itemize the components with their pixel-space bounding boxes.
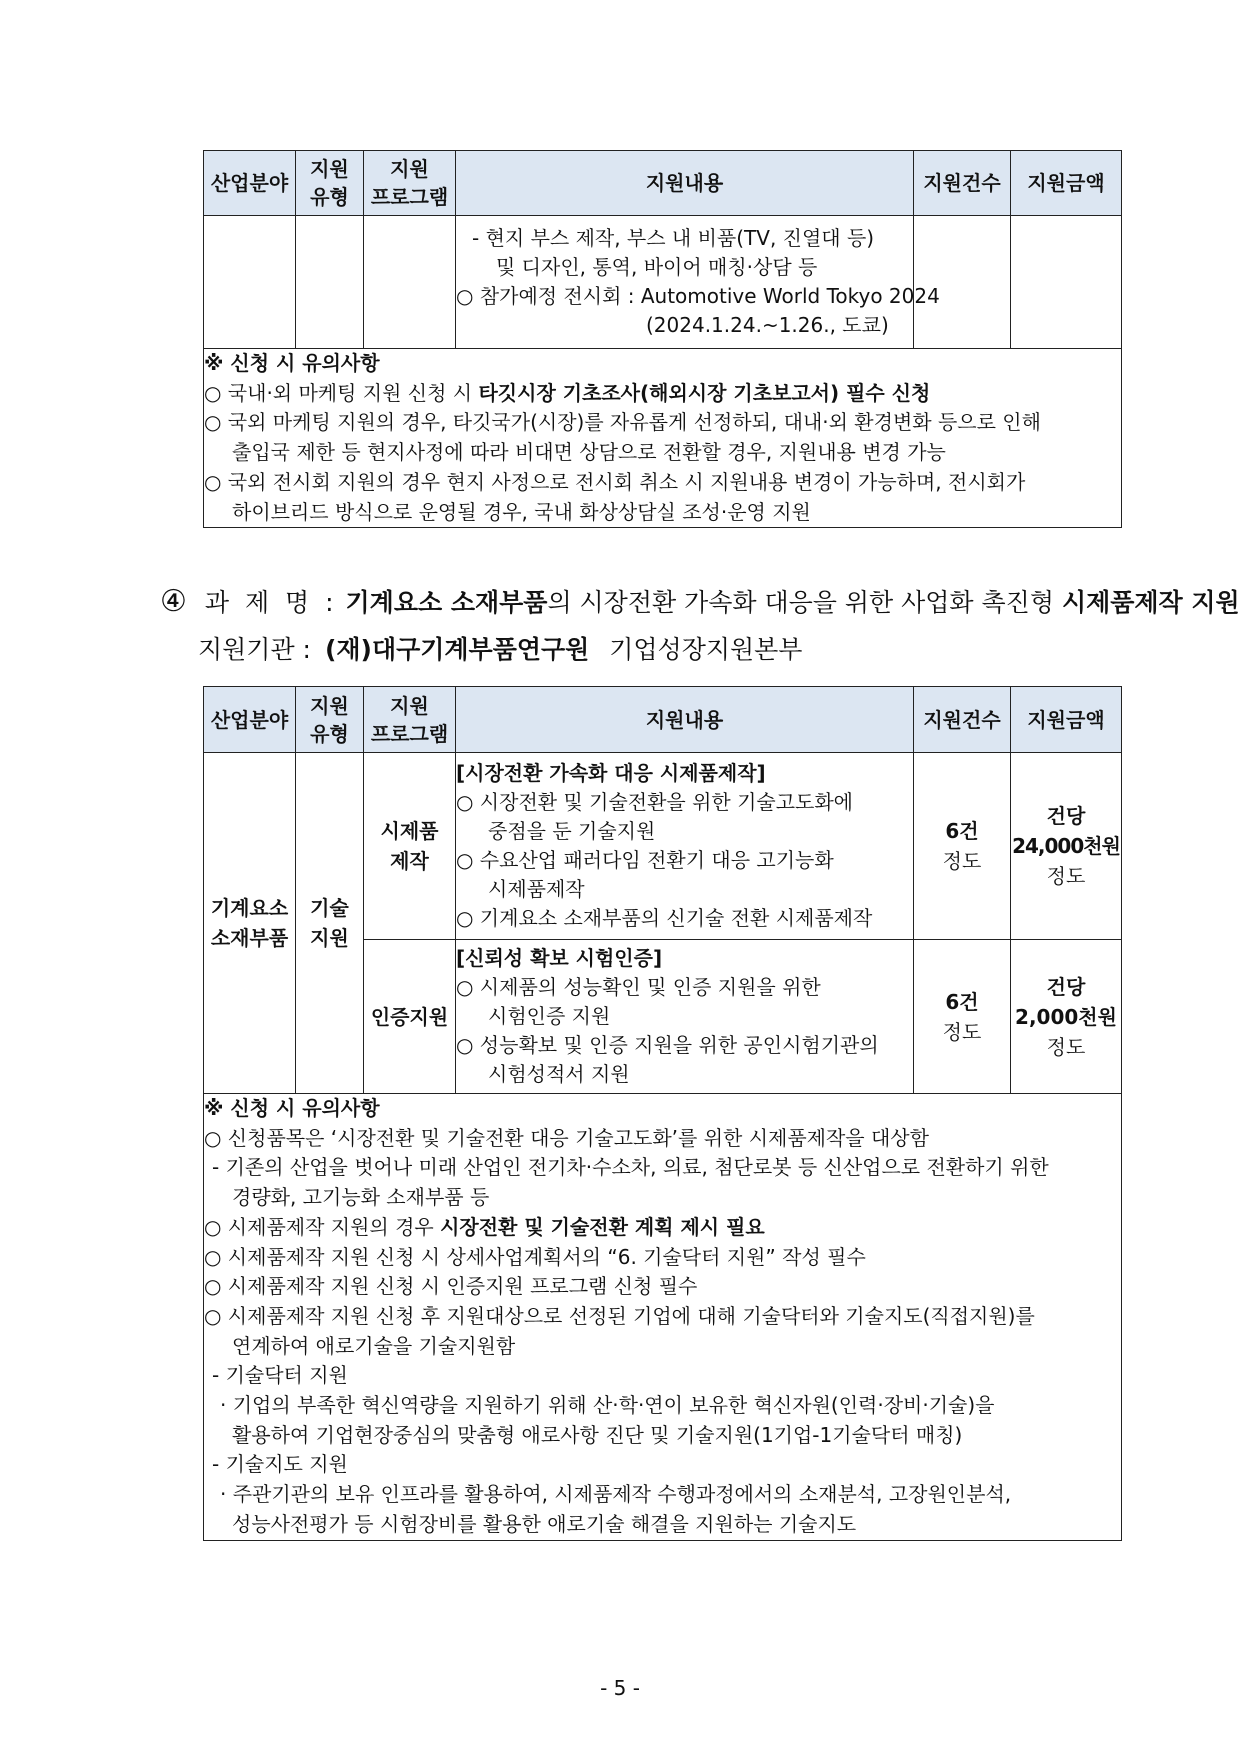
cell-industry-field: 기계요소 소재부품 bbox=[204, 753, 296, 1094]
header-support-amount: 지원금액 bbox=[1011, 687, 1122, 753]
content-line: 시험인증 지원 bbox=[488, 1004, 611, 1028]
content-line: ○ 시장전환 및 기술전환을 위한 기술고도화에 bbox=[456, 790, 853, 814]
note-line: ○ 시제품제작 지원 신청 시 인증지원 프로그램 신청 필수 bbox=[204, 1274, 698, 1299]
cell-content-prototype bbox=[456, 753, 914, 940]
note-line: 성능사전평가 등 시험장비를 활용한 애로기술 해결을 지원하는 기술지도 bbox=[232, 1511, 857, 1536]
agency-label: 지원기관 : bbox=[198, 635, 311, 664]
note-line: 연계하여 애로기술을 기술지원함 bbox=[232, 1333, 516, 1358]
application-notes bbox=[204, 1094, 1122, 1541]
agency-name: (재)대구기계부품연구원 bbox=[324, 635, 590, 664]
note-line: 출입국 제한 등 현지사정에 따라 비대면 상담으로 전환할 경우, 지원내용 변경 가능 bbox=[232, 440, 946, 465]
task-title-middle: 의 시장전환 가속화 대응을 위한 사업화 촉진형 bbox=[547, 588, 1054, 617]
cell-content-certification bbox=[456, 940, 914, 1094]
content-line: 및 디자인, 통역, 바이어 매칭·상담 등 bbox=[496, 255, 818, 279]
cell-amount-certification: 건당 2,000천원 정도 bbox=[1011, 940, 1122, 1094]
header-support-program: 지원 프로그램 bbox=[364, 151, 456, 216]
cell-support-type: 기술 지원 bbox=[296, 753, 364, 1094]
note-line: ○ 국내·외 마케팅 지원 신청 시 타깃시장 기초조사(해외시장 기초보고서) 필수 신청 bbox=[204, 380, 931, 405]
header-industry: 산업분야 bbox=[204, 687, 296, 753]
note-line: - 기존의 산업을 벗어나 미래 산업인 전기차·수소차, 의료, 첨단로봇 등 신산업으로 전환하기 위한 bbox=[212, 1155, 1049, 1180]
content-subtitle: [신뢰성 확보 시험인증] bbox=[456, 946, 663, 970]
cell-type bbox=[296, 216, 364, 349]
header-support-amount: 지원금액 bbox=[1011, 151, 1122, 216]
application-notes bbox=[204, 349, 1122, 528]
note-line: ○ 신청품목은 ‘시장전환 및 기술전환 대응 기술고도화’를 위한 시제품제작을 대상함 bbox=[204, 1125, 929, 1150]
note-line: 활용하여 기업현장중심의 맞춤형 애로사항 진단 및 기술지원(1기업-1기술닥터 매칭) bbox=[232, 1422, 963, 1447]
content-line: ○ 기계요소 소재부품의 신기술 전환 시제품제작 bbox=[456, 906, 873, 930]
note-line: ○ 국외 전시회 지원의 경우 현지 사정으로 전시회 취소 시 지원내용 변경이 가능하며, 전시회가 bbox=[204, 469, 1026, 494]
content-line: ○ 참가예정 전시회 : Automotive World Tokyo 2024 bbox=[456, 284, 940, 308]
note-line: - 기술지도 지원 bbox=[212, 1452, 348, 1477]
cell-count-certification: 6건 정도 bbox=[914, 940, 1011, 1094]
support-table-2 bbox=[203, 686, 1122, 1541]
note-line: ○ 시제품제작 지원의 경우 시장전환 및 기술전환 계획 제시 필요 bbox=[204, 1214, 765, 1239]
content-line: 시제품제작 bbox=[488, 877, 585, 901]
note-line: ○ 시제품제작 지원 신청 시 상세사업계획서의 “6. 기술닥터 지원” 작성 필수 bbox=[204, 1244, 866, 1269]
cell-industry bbox=[204, 216, 296, 349]
header-support-content: 지원내용 bbox=[456, 687, 914, 753]
notes-title: ※ 신청 시 유의사항 bbox=[204, 351, 380, 375]
task-title-bold-2: 시제품제작 지원 bbox=[1061, 588, 1240, 617]
content-line: ○ 성능확보 및 인증 지원을 위한 공인시험기관의 bbox=[456, 1033, 879, 1057]
support-table-1 bbox=[203, 150, 1122, 528]
header-industry: 산업분야 bbox=[204, 151, 296, 216]
page-number: - 5 - bbox=[600, 1676, 640, 1700]
header-support-count: 지원건수 bbox=[914, 151, 1011, 216]
cell-count bbox=[914, 216, 1011, 349]
note-line: ○ 시제품제작 지원 신청 후 지원대상으로 선정된 기업에 대해 기술닥터와 기술지도(직접지원)를 bbox=[204, 1303, 1035, 1328]
content-subtitle: [시장전환 가속화 대응 시제품제작] bbox=[456, 761, 766, 785]
task-title-bold-1: 기계요소 소재부품 bbox=[345, 588, 548, 617]
cell-content bbox=[456, 216, 940, 349]
header-support-program: 지원 프로그램 bbox=[364, 687, 456, 753]
agency-division: 기업성장지원본부 bbox=[609, 635, 803, 664]
cell-amount-prototype: 건당 24,000천원 정도 bbox=[1011, 753, 1122, 940]
content-line: ○ 시제품의 성능확인 및 인증 지원을 위한 bbox=[456, 975, 821, 999]
task-label: 과 제 명 : bbox=[204, 588, 338, 617]
note-line: 경량화, 고기능화 소재부품 등 bbox=[232, 1185, 490, 1210]
task-number: ④ bbox=[160, 584, 187, 619]
cell-count-prototype: 6건 정도 bbox=[914, 753, 1011, 940]
note-line: - 기술닥터 지원 bbox=[212, 1363, 348, 1388]
content-line: - 현지 부스 제작, 부스 내 비품(TV, 진열대 등) bbox=[472, 226, 875, 250]
cell-amount bbox=[1011, 216, 1122, 349]
header-support-type: 지원 유형 bbox=[296, 687, 364, 753]
support-agency bbox=[198, 634, 802, 666]
note-line: · 주관기관의 보유 인프라를 활용하여, 시제품제작 수행과정에서의 소재분석, 고장원인분석, bbox=[220, 1482, 1012, 1507]
header-support-content: 지원내용 bbox=[456, 151, 914, 216]
content-line: ○ 수요산업 패러다임 전환기 대응 고기능화 bbox=[456, 848, 834, 872]
content-line: 중점을 둔 기술지원 bbox=[488, 819, 656, 843]
content-line: (2024.1.24.~1.26., 도쿄) bbox=[646, 313, 889, 337]
note-line: ○ 국외 마케팅 지원의 경우, 타깃국가(시장)를 자유롭게 선정하되, 대내·외 환경변화 등으로 인해 bbox=[204, 410, 1041, 435]
task-title bbox=[160, 586, 1240, 619]
note-line: · 기업의 부족한 혁신역량을 지원하기 위해 산·학·연이 보유한 혁신자원(인력·장비·기술)을 bbox=[220, 1393, 995, 1418]
notes-title: ※ 신청 시 유의사항 bbox=[204, 1096, 380, 1120]
cell-program bbox=[364, 216, 456, 349]
cell-program-prototype: 시제품 제작 bbox=[364, 753, 456, 940]
note-line: 하이브리드 방식으로 운영될 경우, 국내 화상상담실 조성·운영 지원 bbox=[232, 499, 811, 524]
content-line: 시험성적서 지원 bbox=[488, 1062, 630, 1086]
cell-program-certification: 인증지원 bbox=[364, 940, 456, 1094]
header-support-count: 지원건수 bbox=[914, 687, 1011, 753]
header-support-type: 지원 유형 bbox=[296, 151, 364, 216]
